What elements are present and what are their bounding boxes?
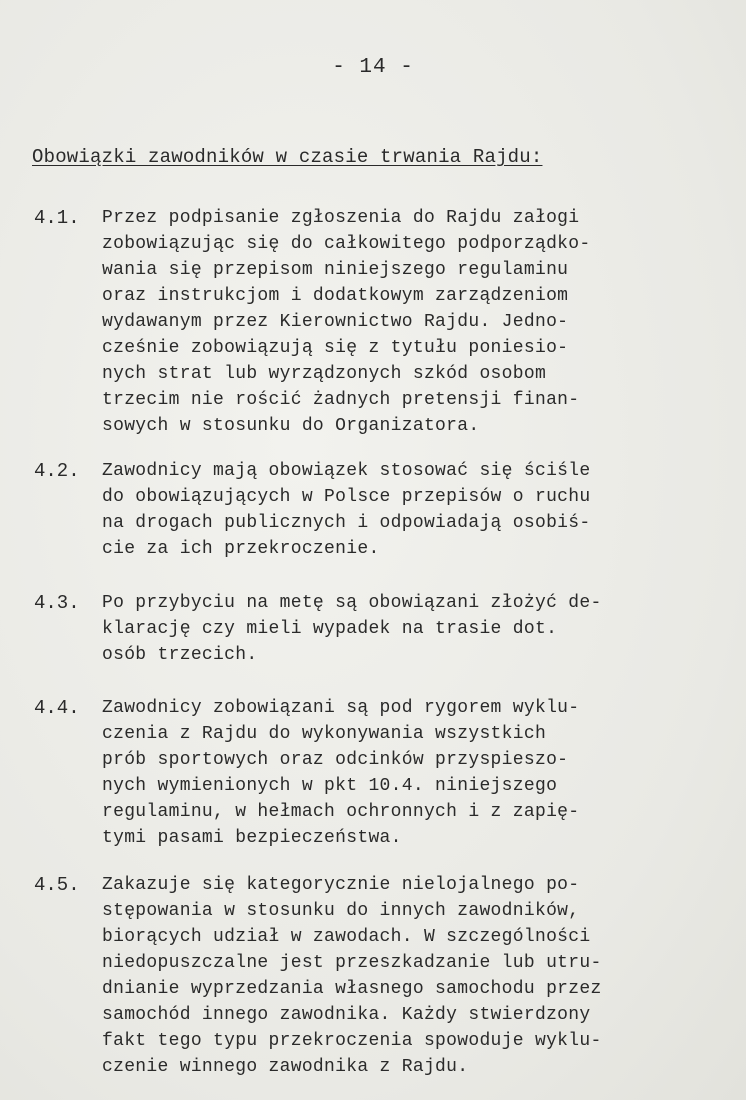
paragraph-text: Zawodnicy mają obowiązek stosować się ściśle do obowiązujących w Polsce przepisów o ruchu na drogach publicznych i odpowiadają osobiś- cie za ich przekroczenie.: [102, 461, 591, 559]
section-heading: Obowiązki zawodników w czasie trwania Rajdu:: [32, 146, 543, 168]
paragraph-number: 4.1.: [34, 207, 80, 229]
paragraph-4-3: [34, 590, 724, 668]
paragraph-4-4: [34, 695, 724, 851]
paragraph-number: 4.2.: [34, 460, 80, 482]
page-number: - 14 -: [332, 56, 414, 79]
paragraph-number: 4.3.: [34, 592, 80, 614]
paragraph-text: Zawodnicy zobowiązani są pod rygorem wyklu- czenia z Rajdu do wykonywania wszystkich prób sportowych oraz odcinków przyspieszo- nych wymienionych w pkt 10.4. niniejszego regulaminu, w hełmach ochronnych i z zapię- tymi pasami bezpieczeństwa.: [102, 698, 580, 848]
paragraph-text: Przez podpisanie zgłoszenia do Rajdu załogi zobowiązując się do całkowitego podporządko- wania się przepisom niniejszego regulaminu oraz instrukcjom i dodatkowym zarządzeniom wydawanym przez Kierownictwo Rajdu. Jedno- cześnie zobowiązują się z tytułu poniesio- nych strat lub wyrządzonych szkód osobom trzecim nie rościć żadnych pretensji finan- sowych w stosunku do Organizatora.: [102, 208, 591, 436]
paragraph-4-5: [34, 872, 724, 1080]
paragraph-4-2: [34, 458, 724, 562]
paragraph-number: 4.4.: [34, 697, 80, 719]
paragraph-4-1: [34, 205, 724, 439]
paragraph-text: Zakazuje się kategorycznie nielojalnego po- stępowania w stosunku do innych zawodników, biorących udział w zawodach. W szczególności niedopuszczalne jest przeszkadzanie lub utru- dnianie wyprzedzania własnego samochodu przez samochód innego zawodnika. Każdy stwierdzony fakt tego typu przekroczenia spowoduje wyklu- czenie winnego zawodnika z Rajdu.: [102, 875, 602, 1077]
paragraph-text: Po przybyciu na metę są obowiązani złożyć de- klarację czy mieli wypadek na trasie dot. osób trzecich.: [102, 593, 602, 665]
paragraph-number: 4.5.: [34, 874, 80, 896]
